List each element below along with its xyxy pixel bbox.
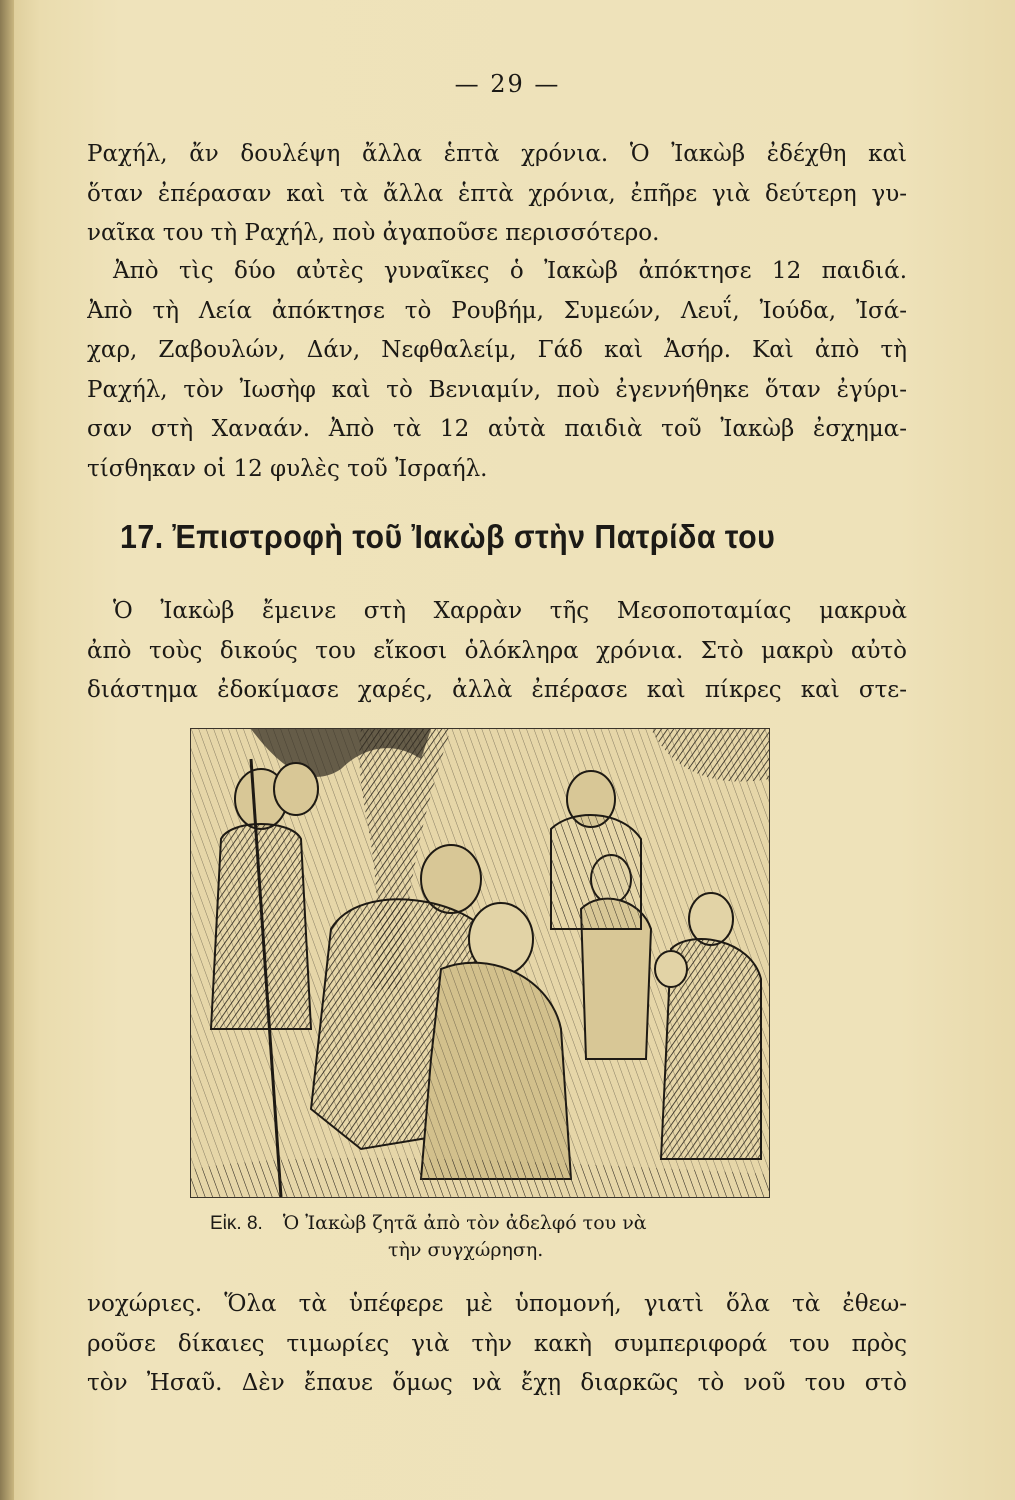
paragraph-4 xyxy=(87,1285,907,1404)
caption-line-1: Ὁ Ἰακὼβ ζητᾶ ἀπὸ τὸν ἀδελφό του νὰ xyxy=(282,1212,647,1234)
text-line: ὅταν ἐπέρασαν καὶ τὰ ἄλλα ἑπτὰ χρόνια, ἐπῆρε γιὰ δεύτερη γυ- xyxy=(87,180,907,207)
figure-label: Εἰκ. 8. xyxy=(210,1213,263,1234)
text-line: ροῦσε δίκαιες τιμωρίες γιὰ τὴν κακὴ συμπεριφορά του πρὸς xyxy=(87,1330,907,1357)
engraving-illustration xyxy=(190,728,770,1198)
text-line: Ἀπὸ τὶς δύο αὐτὲς γυναῖκες ὁ Ἰακὼβ ἀπόκτησε 12 παιδιά. xyxy=(113,258,907,284)
paragraph-3 xyxy=(87,592,907,711)
paragraph-2 xyxy=(87,252,907,489)
paragraph-1 xyxy=(87,135,907,254)
text-line: χαρ, Ζαβουλών, Δάν, Νεφθαλείμ, Γάδ καὶ Ἀσήρ. Καὶ ἀπὸ τὴ xyxy=(87,337,907,363)
caption-line-2: τὴν συγχώρηση. xyxy=(388,1239,544,1261)
book-gutter xyxy=(0,0,14,1500)
text-line: ναῖκα του τὴ Ραχήλ, ποὺ ἀγαποῦσε περισσότερο. xyxy=(87,220,660,246)
text-line: τὸν Ἠσαῦ. Δὲν ἔπαυε ὅμως νὰ ἔχῃ διαρκῶς τὸ νοῦ του στὸ xyxy=(87,1370,907,1396)
text-line: Ὁ Ἰακὼβ ἔμεινε στὴ Χαρρὰν τῆς Μεσοποταμίας μακρυὰ xyxy=(113,598,907,624)
text-line: διάστημα ἐδοκίμασε χαρές, ἀλλὰ ἐπέρασε καὶ πίκρες καὶ στε- xyxy=(87,677,907,703)
page-number: — 29 — xyxy=(454,70,561,98)
text-line: Ἀπὸ τὴ Λεία ἀπόκτησε τὸ Ρουβήμ, Συμεών, Λευΐ, Ἰούδα, Ἰσά- xyxy=(87,297,907,324)
text-line: Ραχήλ, τὸν Ἰωσὴφ καὶ τὸ Βενιαμίν, ποὺ ἐγεννήθηκε ὅταν ἐγύρι- xyxy=(87,376,907,403)
text-line: Ραχήλ, ἄν δουλέψη ἄλλα ἑπτὰ χρόνια. Ὁ Ἰακὼβ ἐδέχθη καὶ xyxy=(87,141,907,167)
text-line: ἀπὸ τοὺς δικούς του εἴκοσι ὁλόκληρα χρόνια. Στὸ μακρὺ αὐτὸ xyxy=(87,637,907,664)
figure-caption xyxy=(210,1210,810,1263)
text-line: νοχώριες. Ὅλα τὰ ὑπέφερε μὲ ὑπομονή, γιατὶ ὅλα τὰ ἐθεω- xyxy=(87,1291,907,1317)
text-line: τίσθηκαν οἱ 12 φυλὲς τοῦ Ἰσραήλ. xyxy=(87,455,488,482)
text-line: σαν στὴ Χαναάν. Ἀπὸ τὰ 12 αὐτὰ παιδιὰ τοῦ Ἰακὼβ ἐσχημα- xyxy=(87,416,907,442)
section-heading: 17. Ἐπιστροφὴ τοῦ Ἰακὼβ στὴν Πατρίδα του xyxy=(120,518,776,555)
engraving-drawing xyxy=(191,729,769,1197)
